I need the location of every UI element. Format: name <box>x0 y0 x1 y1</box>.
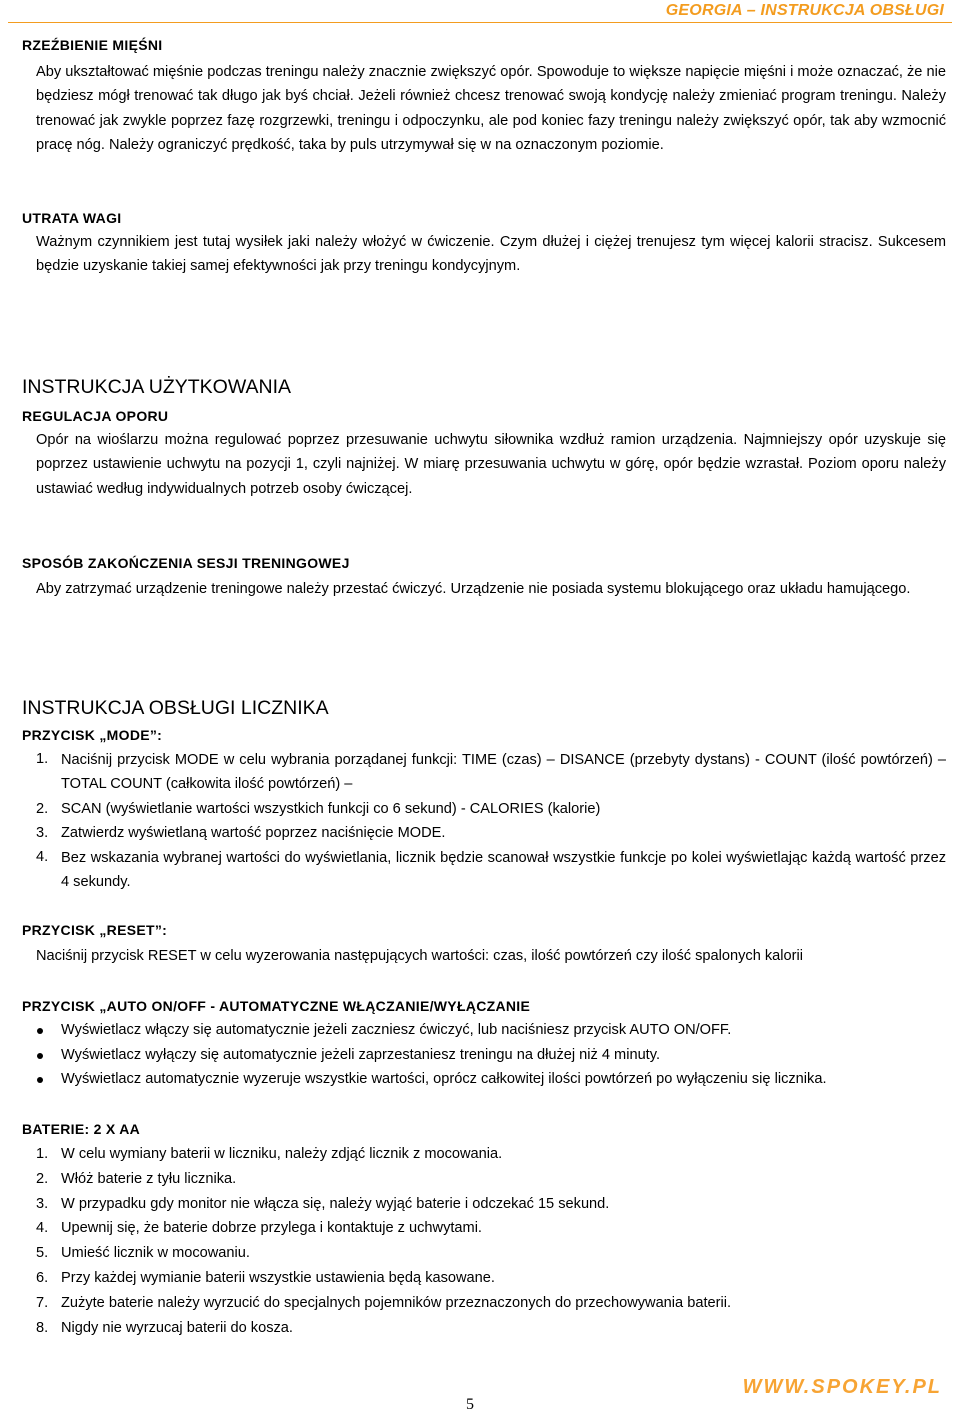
bullet-icon <box>37 1028 43 1034</box>
list-item: Zużyte baterie należy wyrzucić do specjalnych pojemników przeznaczonych do przechowywania baterii. <box>61 1295 732 1311</box>
list-number: 3. <box>36 825 49 841</box>
list-number: 4. <box>36 849 49 865</box>
page-number: 5 <box>466 1396 474 1413</box>
list-number: 4. <box>36 1220 49 1236</box>
list-number: 3. <box>36 1196 49 1212</box>
list-item: Zatwierdz wyświetlaną wartość poprzez naciśnięcie MODE. <box>61 825 446 841</box>
list-number: 5. <box>36 1245 49 1261</box>
list-item: Umieść licznik w mocowaniu. <box>61 1245 250 1261</box>
list-number: 1. <box>36 751 49 767</box>
list-item: Upewnij się, że baterie dobrze przylega i kontaktuje z uchwytami. <box>61 1220 482 1236</box>
list-item: SCAN (wyświetlanie wartości wszystkich funkcji co 6 sekund) - CALORIES (kalorie) <box>61 801 601 817</box>
list-item: Naciśnij przycisk MODE w celu wybrania porządanej funkcji: TIME (czas) – DISANCE (przebyty dystans) - COUNT (ilość powtórzeń) – TOTAL COUNT (całkowita ilość powtórzeń) – <box>61 752 946 793</box>
list-number: 6. <box>36 1270 49 1286</box>
list-item: W celu wymiany baterii w liczniku, należy zdjąć licznik z mocowania. <box>61 1146 503 1162</box>
section-heading-mode: PRZYCISK „MODE”: <box>22 727 163 743</box>
section-heading-utrata: UTRATA WAGI <box>22 210 122 226</box>
list-number: 2. <box>36 1171 49 1187</box>
list-number: 7. <box>36 1295 49 1311</box>
paragraph-reset: Naciśnij przycisk RESET w celu wyzerowania następujących wartości: czas, ilość powtórzeń czy ilość spalonych kalorii <box>36 948 803 964</box>
section-heading-baterie: BATERIE: 2 X AA <box>22 1121 141 1137</box>
list-item: Włóż baterie z tyłu licznika. <box>61 1171 237 1187</box>
list-number: 2. <box>36 801 49 817</box>
section-heading-reset: PRZYCISK „RESET”: <box>22 922 168 938</box>
section-heading-auto: PRZYCISK „AUTO ON/OFF - AUTOMATYCZNE WŁĄCZANIE/WYŁĄCZANIE <box>22 998 531 1014</box>
title-instrukcja-uzytkowania: INSTRUKCJA UŻYTKOWANIA <box>22 376 292 398</box>
section-heading-rzezbienie: RZEŹBIENIE MIĘŚNI <box>22 37 163 53</box>
paragraph-utrata: Ważnym czynnikiem jest tutaj wysiłek jaki należy włożyć w ćwiczenie. Czym dłużej i ciężej trenujesz tym więcej kalorii stracisz. Sukcesem będzie uzyskanie takiej samej efektywności jak przy treningu kondycyjnym. <box>36 234 946 275</box>
bullet-icon <box>37 1053 43 1059</box>
paragraph-sposob: Aby zatrzymać urządzenie treningowe należy przestać ćwiczyć. Urządzenie nie posiada systemu blokującego oraz układu hamującego. <box>36 581 911 597</box>
document-header-title: GEORGIA – INSTRUKCJA OBSŁUGI <box>665 2 944 19</box>
header-divider <box>8 22 952 23</box>
section-heading-sposob: SPOSÓB ZAKOŃCZENIA SESJI TRENINGOWEJ <box>22 555 350 571</box>
list-item: Przy każdej wymianie baterii wszystkie ustawienia będą kasowane. <box>61 1270 495 1286</box>
paragraph-rzezbienie: Aby ukształtować mięśnie podczas treningu należy znacznie zwiększyć opór. Spowoduje to większe napięcie mięśni i może oznaczać, że nie będziesz mógł trenować tak długo jak byś chciał. Jeżeli również chcesz trenować swoją kondycję należy zmieniać program treningu. Należy trenować jak zwykle poprzez fazę rozgrzewki, treningu i odpoczynku, ale pod koniec fazy treningu należy zwiększyć opór, tak aby wzmocnić pracę nóg. Należy ograniczyć prędkość, taka by puls utrzymywał się w na oznaczonym poziomie. <box>36 64 946 154</box>
list-number: 8. <box>36 1320 49 1336</box>
list-item: Nigdy nie wyrzucaj baterii do kosza. <box>61 1320 293 1336</box>
list-item: Wyświetlacz automatycznie wyzeruje wszystkie wartości, oprócz całkowitej ilości powtórzeń po wyłączeniu się licznika. <box>61 1071 827 1087</box>
list-number: 1. <box>36 1146 49 1162</box>
title-instrukcja-licznika: INSTRUKCJA OBSŁUGI LICZNIKA <box>22 697 329 719</box>
list-item: Bez wskazania wybranej wartości do wyświetlania, licznik będzie scanował wszystkie funkcje po kolei wyświetlając każdą wartość przez 4 sekundy. <box>61 850 946 891</box>
section-heading-regulacja: REGULACJA OPORU <box>22 408 169 424</box>
list-item: Wyświetlacz włączy się automatycznie jeżeli zaczniesz ćwiczyć, lub naciśniesz przycisk AUTO ON/OFF. <box>61 1022 732 1038</box>
bullet-icon <box>37 1077 43 1083</box>
spokey-logo: WWW.SPOKEY.PL <box>742 1376 942 1398</box>
paragraph-regulacja: Opór na wioślarzu można regulować poprzez przesuwanie uchwytu siłownika wzdłuż ramion urządzenia. Najmniejszy opór uzyskuje się poprzez ustawienie uchwytu na pozycji 1, czyli najniżej. W miarę przesuwania uchwytu w górę, opór będzie wzrastał. Poziom oporu należy ustawiać według indywidualnych potrzeb osoby ćwiczącej. <box>36 432 946 497</box>
list-item: Wyświetlacz wyłączy się automatycznie jeżeli zaprzestaniesz treningu na dłużej niż 4 minuty. <box>61 1047 661 1063</box>
list-item: W przypadku gdy monitor nie włącza się, należy wyjąć baterie i odczekać 15 sekund. <box>61 1196 610 1212</box>
